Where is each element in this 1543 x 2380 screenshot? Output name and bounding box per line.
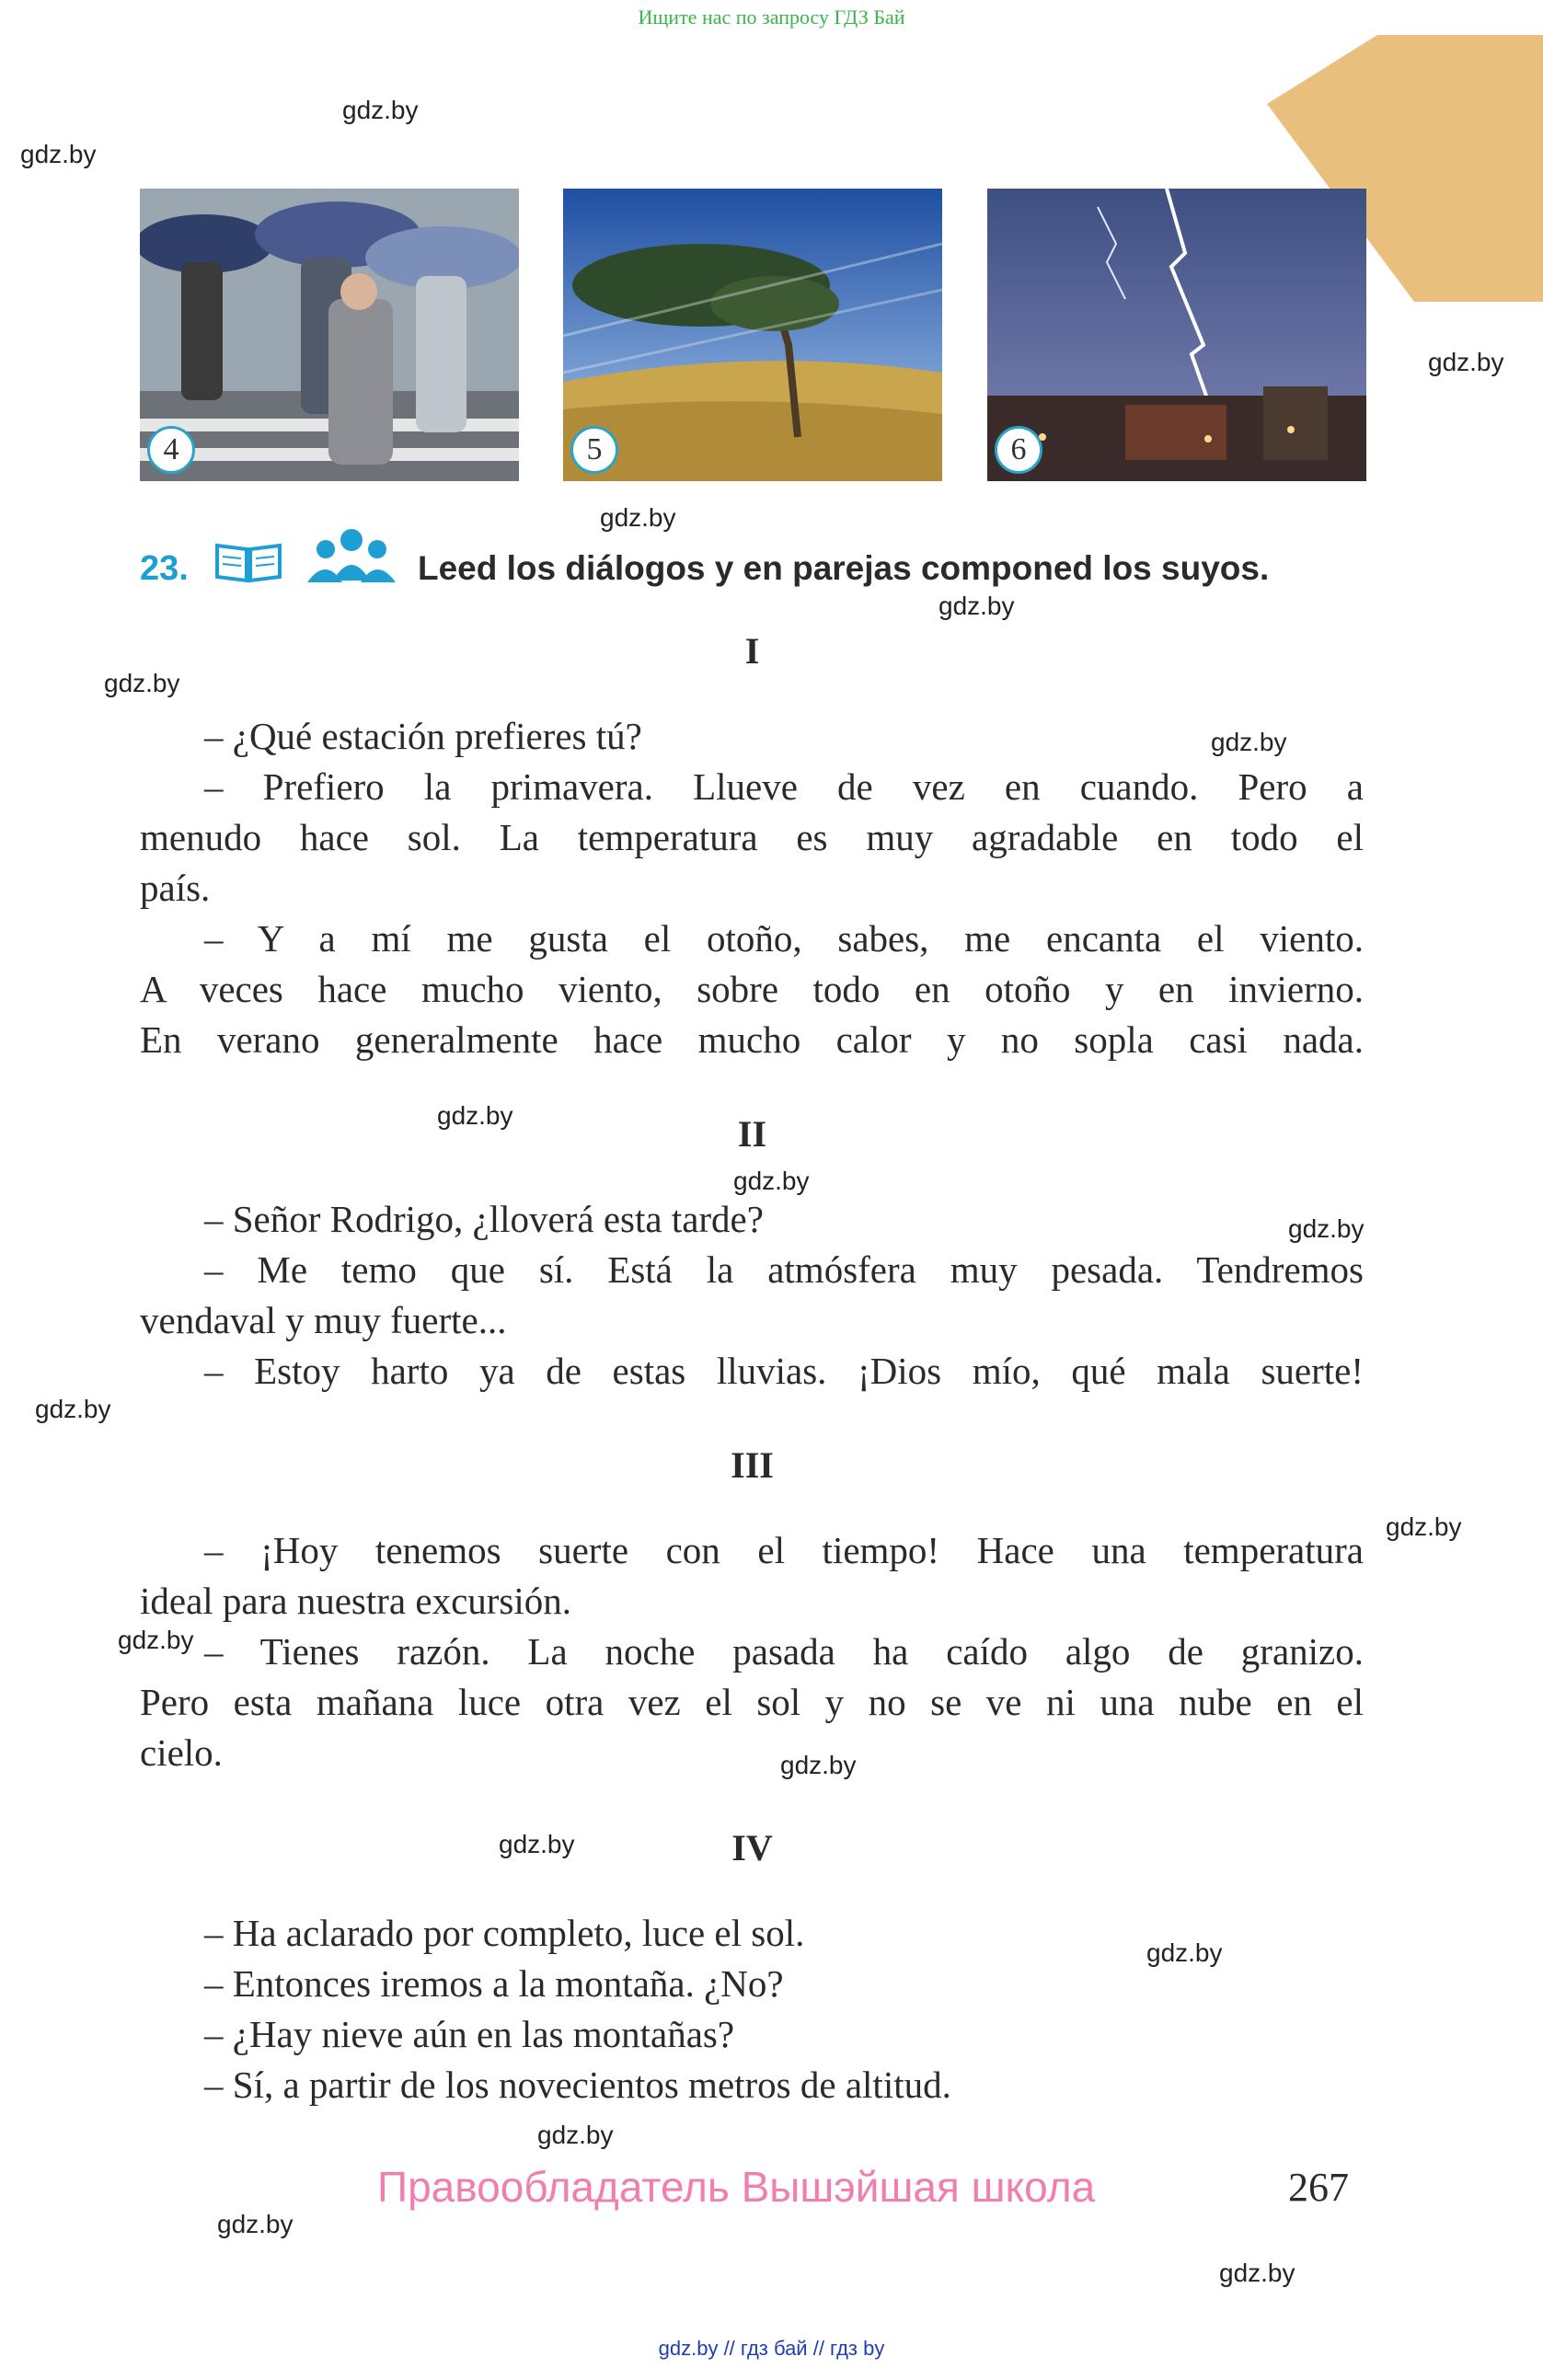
watermark: gdz.by [118,1626,194,1654]
page-number: 267 [1288,2165,1349,2210]
dialogue-line: ideal para nuestra excursión. [140,1580,572,1622]
photo-number-badge: 5 [570,426,618,474]
watermark: gdz.by [437,1101,513,1130]
watermark: gdz.by [217,2210,294,2238]
dialogue-heading: I [744,630,760,672]
dialogue-line: A veces hace mucho viento, sobre todo en otoño y en invierno. [140,968,1364,1010]
dialogue-line: – Prefiero la primavera. Llueve de vez en cuando. Pero a [204,765,1364,808]
dialogue-line: – Estoy harto ya de estas lluvias. ¡Dios mío, qué mala suerte! [204,1350,1364,1392]
photo-number-badge: 6 [995,426,1042,474]
dialogue-line: cielo. [140,1731,223,1774]
watermark: gdz.by [1219,2259,1295,2287]
watermark: gdz.by [1428,348,1504,376]
dialogue-line: – Tienes razón. La noche pasada ha caído algo de granizo. [204,1630,1364,1673]
dialogue-line: – ¿Hay nieve aún en las montañas? [204,2013,735,2055]
watermark: gdz.by [733,1167,810,1195]
watermark: gdz.by [20,140,97,168]
dialogue-line: – Señor Rodrigo, ¿lloverá esta tarde? [204,1198,764,1240]
dialogue-line: – ¡Hoy tenemos suerte con el tiempo! Hace una temperatura [204,1529,1364,1571]
dialogue-line: país. [140,867,211,909]
exercise-number: 23. [140,549,189,588]
dialogue-line: menudo hace sol. La temperatura es muy agradable en todo el [140,816,1364,858]
dialogue-line: – Ha aclarado por completo, luce el sol. [204,1912,805,1954]
photo-wind-tree [563,189,942,481]
photo-rain-umbrellas [140,189,519,481]
watermark: gdz.by [780,1751,857,1779]
bottom-links[interactable]: gdz.by // гдз бай // гдз by [658,2337,885,2360]
dialogue-heading: III [731,1444,774,1486]
dialogue-line: – Me temo que sí. Está la atmósfera muy pesada. Tendremos [204,1248,1364,1291]
dialogue-line: Pero esta mañana luce otra vez el sol y no se ve ni una nube en el [140,1681,1364,1723]
watermark: gdz.by [1288,1214,1365,1243]
watermark: gdz.by [600,503,676,532]
exercise-title: Leed los diálogos y en parejas componed los suyos. [418,549,1270,587]
group-people-icon [305,527,397,584]
dialogue-line: – Sí, a partir de los novecientos metros de altitud. [204,2064,951,2106]
dialogue-line: – ¿Qué estación prefieres tú? [204,715,642,757]
photo-lightning-city [987,189,1366,481]
dialogue-heading: IV [731,1827,773,1868]
watermark: gdz.by [499,1830,575,1858]
open-book-icon [213,538,283,584]
rights-holder-text: Правообладатель Вышэйшая школа [377,2163,1096,2211]
dialogue-line: – Entonces iremos a la montaña. ¿No? [204,1962,784,2005]
watermark: gdz.by [537,2121,614,2149]
watermark: gdz.by [342,96,419,124]
top-banner: Ищите нас по запросу ГДЗ Бай [638,6,905,29]
watermark: gdz.by [1146,1938,1223,1967]
watermark: gdz.by [1211,728,1287,756]
watermark: gdz.by [35,1395,111,1423]
dialogue-line: vendaval y muy fuerte... [140,1299,507,1341]
watermark: gdz.by [1386,1512,1462,1541]
watermark: gdz.by [104,669,180,697]
dialogue-line: – Y a mí me gusta el otoño, sabes, me encanta el viento. [204,917,1364,960]
dialogue-line: En verano generalmente hace mucho calor y no sopla casi nada. [140,1018,1364,1061]
watermark: gdz.by [938,592,1015,620]
photo-number-badge: 4 [147,426,195,474]
dialogue-heading: II [737,1113,767,1155]
